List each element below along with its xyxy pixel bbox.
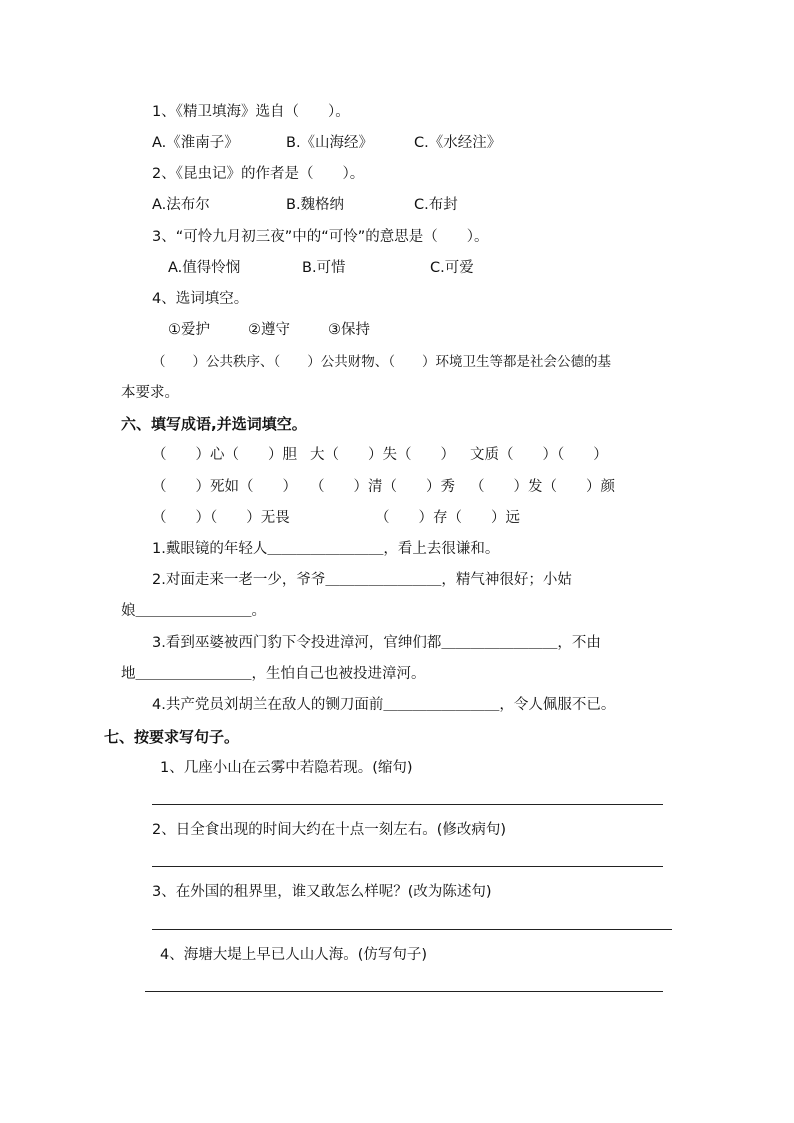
rewrite-item-3: 3、在外国的租界里，谁又敢怎么样呢？(改为陈述句) (152, 884, 492, 900)
idiom-2-3: （ ）发（ ）颜 (470, 479, 615, 495)
q1-option-c: C.《水经注》 (414, 135, 502, 151)
q1-question: 1、《精卫填海》选自（ ）。 (152, 104, 350, 120)
q3-option-a: A.值得怜悯 (168, 260, 241, 276)
q4-option-3: ③保持 (328, 322, 370, 338)
q1-option-a: A.《淮南子》 (152, 135, 239, 151)
fill-sentence-2-line2: 娘＿＿＿＿＿＿＿＿。 (121, 603, 266, 619)
q2-question: 2、《昆虫记》的作者是（ ）。 (152, 166, 365, 182)
idiom-1-2: 大（ ）失（ ） (310, 447, 455, 463)
q3-question: 3、“可怜九月初三夜”中的“可怜”的意思是（ ）。 (152, 229, 489, 245)
q4-question: 4、选词填空。 (152, 291, 249, 307)
q3-option-b: B.可惜 (302, 260, 346, 276)
section6-heading: 六、填写成语,并选词填空。 (121, 415, 307, 433)
q2-option-a: A.法布尔 (152, 197, 210, 213)
q4-sentence-line2: 本要求。 (121, 385, 179, 401)
answer-line-4[interactable] (145, 991, 663, 992)
fill-sentence-2-line1: 2.对面走来一老一少，爷爷＿＿＿＿＿＿＿＿，精气神很好；小姑 (152, 572, 572, 588)
q2-option-c: C.布封 (414, 197, 458, 213)
idiom-3-1: （ ）（ ）无畏 (152, 510, 290, 526)
q1-option-b: B.《山海经》 (286, 135, 374, 151)
rewrite-item-1: 1、几座小山在云雾中若隐若现。(缩句) (160, 760, 413, 776)
idiom-1-3: 文质（ ）（ ） (470, 447, 608, 463)
rewrite-item-2: 2、日全食出现的时间大约在十点一刻左右。(修改病句) (152, 822, 507, 838)
q2-option-b: B.魏格纳 (286, 197, 345, 213)
fill-sentence-3-line1: 3.看到巫婆被西门豹下令投进漳河，官绅们都＿＿＿＿＿＿＿＿，不由 (152, 635, 601, 651)
fill-sentence-3-line2: 地＿＿＿＿＿＿＿＿，生怕自己也被投进漳河。 (121, 666, 426, 682)
fill-sentence-1: 1.戴眼镜的年轻人＿＿＿＿＿＿＿＿，看上去很谦和。 (152, 541, 500, 557)
q4-option-1: ①爱护 (168, 322, 210, 338)
idiom-3-2: （ ）存（ ）远 (375, 510, 520, 526)
answer-line-3[interactable] (152, 929, 672, 930)
fill-sentence-4: 4.共产党员刘胡兰在敌人的铡刀面前＿＿＿＿＿＿＿＿，令人佩服不已。 (152, 697, 616, 713)
q3-option-c: C.可爱 (430, 260, 474, 276)
idiom-2-2: （ ）清（ ）秀 (310, 479, 455, 495)
section7-heading: 七、按要求写句子。 (104, 728, 240, 746)
rewrite-item-4: 4、海塘大堤上早已人山人海。(仿写句子) (160, 947, 428, 963)
idiom-1-1: （ ）心（ ）胆 (152, 447, 297, 463)
q4-option-2: ②遵守 (248, 322, 290, 338)
answer-line-1[interactable] (152, 804, 663, 805)
idiom-2-1: （ ）死如（ ） (152, 479, 297, 495)
answer-line-2[interactable] (152, 866, 663, 867)
q4-sentence-line1: （ ）公共秩序、（ ）公共财物、（ ）环境卫生等都是社会公德的基 (152, 354, 611, 370)
